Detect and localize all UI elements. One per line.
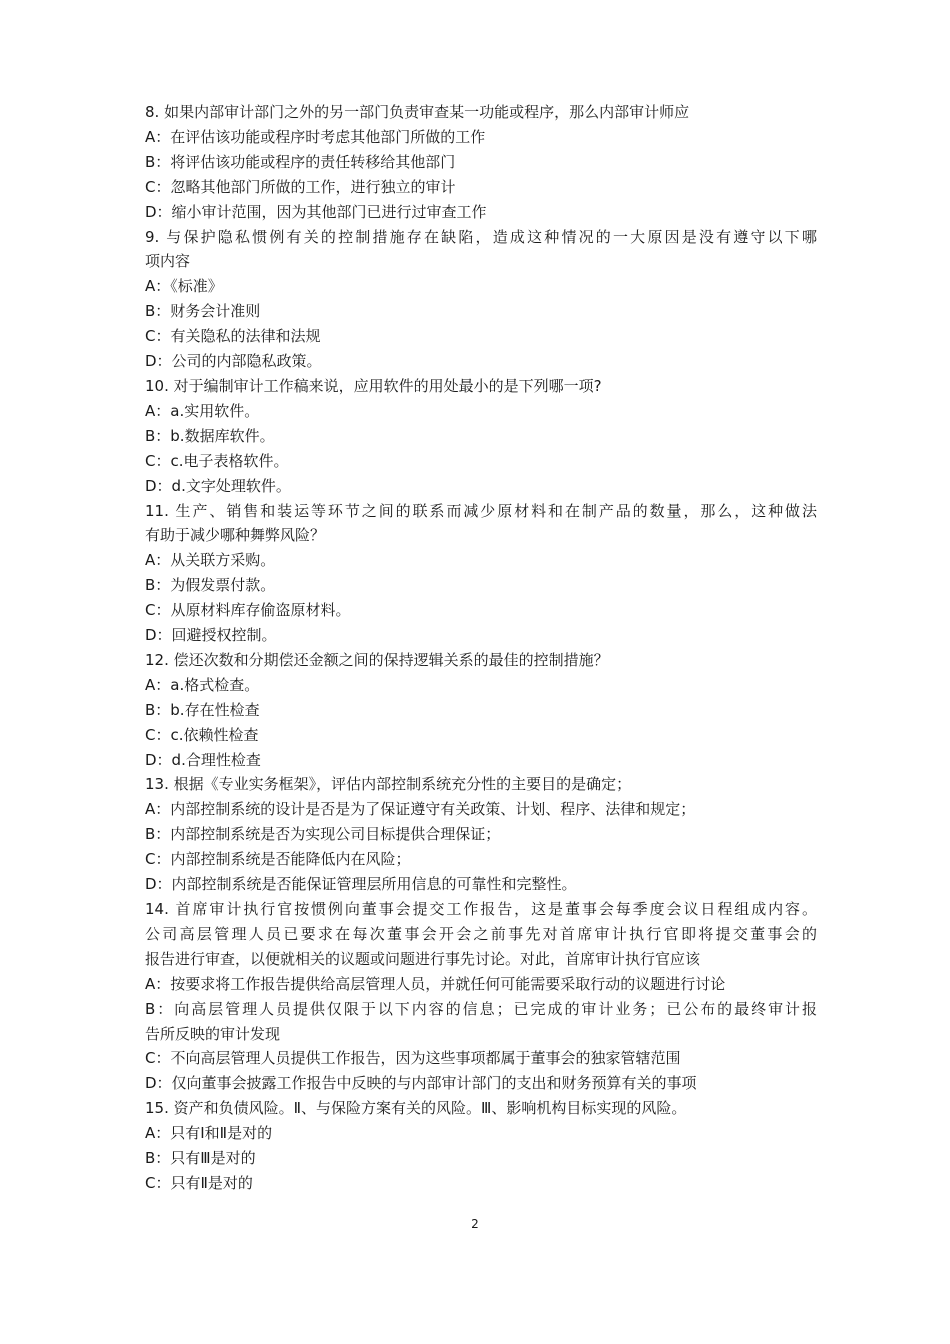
- text-line: A：从关联方采购。: [145, 551, 276, 570]
- text-line: 告所反映的审计发现: [145, 1024, 281, 1043]
- text-line: 报告进行审查，以便就相关的议题或问题进行事先讨论。对此，首席审计执行官应该: [145, 949, 701, 968]
- text-line: C：c.电子表格软件。: [145, 451, 289, 470]
- text-line: B：为假发票付款。: [145, 576, 276, 595]
- text-line: D：d.合理性检查: [145, 750, 261, 769]
- text-line: B：内部控制系统是否为实现公司目标提供合理保证；: [145, 825, 501, 844]
- text-line: D：回避授权控制。: [145, 626, 277, 645]
- page-number: 2: [471, 1217, 479, 1231]
- text-line: B：将评估该功能或程序的责任转移给其他部门: [145, 152, 456, 171]
- text-line: 13. 根据《专业实务框架》，评估内部控制系统充分性的主要目的是确定；: [145, 775, 632, 794]
- text-line: D：公司的内部隐私政策。: [145, 352, 322, 371]
- text-line: B：财务会计准则: [145, 302, 261, 321]
- text-line: A：a.格式检查。: [145, 675, 260, 694]
- text-line: 14. 首席审计执行官按惯例向董事会提交工作报告，这是董事会每季度会议日程组成内容。: [145, 900, 817, 918]
- text-line: A：只有Ⅰ和Ⅱ是对的: [145, 1124, 273, 1143]
- text-line: C：有关隐私的法律和法规: [145, 327, 321, 346]
- text-line: C：内部控制系统是否能降低内在风险；: [145, 850, 411, 869]
- text-line: C：只有Ⅱ是对的: [145, 1173, 253, 1192]
- text-line: 项内容: [145, 252, 191, 271]
- text-line: B：b.数据库软件。: [145, 426, 275, 445]
- text-line: C：c.依赖性检查: [145, 725, 259, 744]
- text-line: D：缩小审计范围，因为其他部门已进行过审查工作: [145, 202, 487, 221]
- text-line: 9. 与保护隐私惯例有关的控制措施存在缺陷，造成这种情况的一大原因是没有遵守以下哪: [145, 227, 817, 246]
- text-line: 12. 偿还次数和分期偿还金额之间的保持逻辑关系的最佳的控制措施？: [145, 650, 609, 669]
- text-line: B：b.存在性检查: [145, 700, 260, 719]
- text-line: D：内部控制系统是否能保证管理层所用信息的可靠性和完整性。: [145, 875, 577, 894]
- text-line: C：不向高层管理人员提供工作报告，因为这些事项都属于董事会的独家管辖范围: [145, 1049, 681, 1068]
- text-line: A：《标准》: [145, 277, 223, 296]
- text-line: 10. 对于编制审计工作稿来说，应用软件的用处最小的是下列哪一项?: [145, 376, 602, 395]
- text-line: B：只有Ⅲ是对的: [145, 1149, 256, 1168]
- text-line: 公司高层管理人员已要求在每次董事会开会之前事先对首席审计执行官即将提交董事会的: [145, 924, 817, 943]
- text-line: C：从原材料库存偷盗原材料。: [145, 601, 351, 620]
- text-line: D：d.文字处理软件。: [145, 476, 291, 495]
- text-line: D：仅向董事会披露工作报告中反映的与内部审计部门的支出和财务预算有关的事项: [145, 1074, 697, 1093]
- text-line: A：a.实用软件。: [145, 401, 260, 420]
- text-line: A：在评估该功能或程序时考虑其他部门所做的工作: [145, 127, 486, 146]
- text-line: 8. 如果内部审计部门之外的另一部门负责审查某一功能或程序，那么内部审计师应: [145, 103, 690, 121]
- text-line: A：按要求将工作报告提供给高层管理人员，并就任何可能需要采取行动的议题进行讨论: [145, 974, 726, 993]
- text-line: C：忽略其他部门所做的工作，进行独立的审计: [145, 177, 456, 196]
- text-line: B：向高层管理人员提供仅限于以下内容的信息；已完成的审计业务；已公布的最终审计报: [145, 999, 817, 1018]
- text-line: 11. 生产、销售和装运等环节之间的联系而减少原材料和在制产品的数量，那么，这种做法: [145, 501, 817, 520]
- page-body: [145, 100, 817, 1196]
- text-line: 15. 资产和负债风险。Ⅱ、与保险方案有关的风险。Ⅲ、影响机构目标实现的风险。: [145, 1099, 687, 1118]
- text-line: 有助于减少哪种舞弊风险？: [145, 526, 326, 545]
- text-line: A：内部控制系统的设计是否是为了保证遵守有关政策、计划、程序、法律和规定；: [145, 800, 696, 819]
